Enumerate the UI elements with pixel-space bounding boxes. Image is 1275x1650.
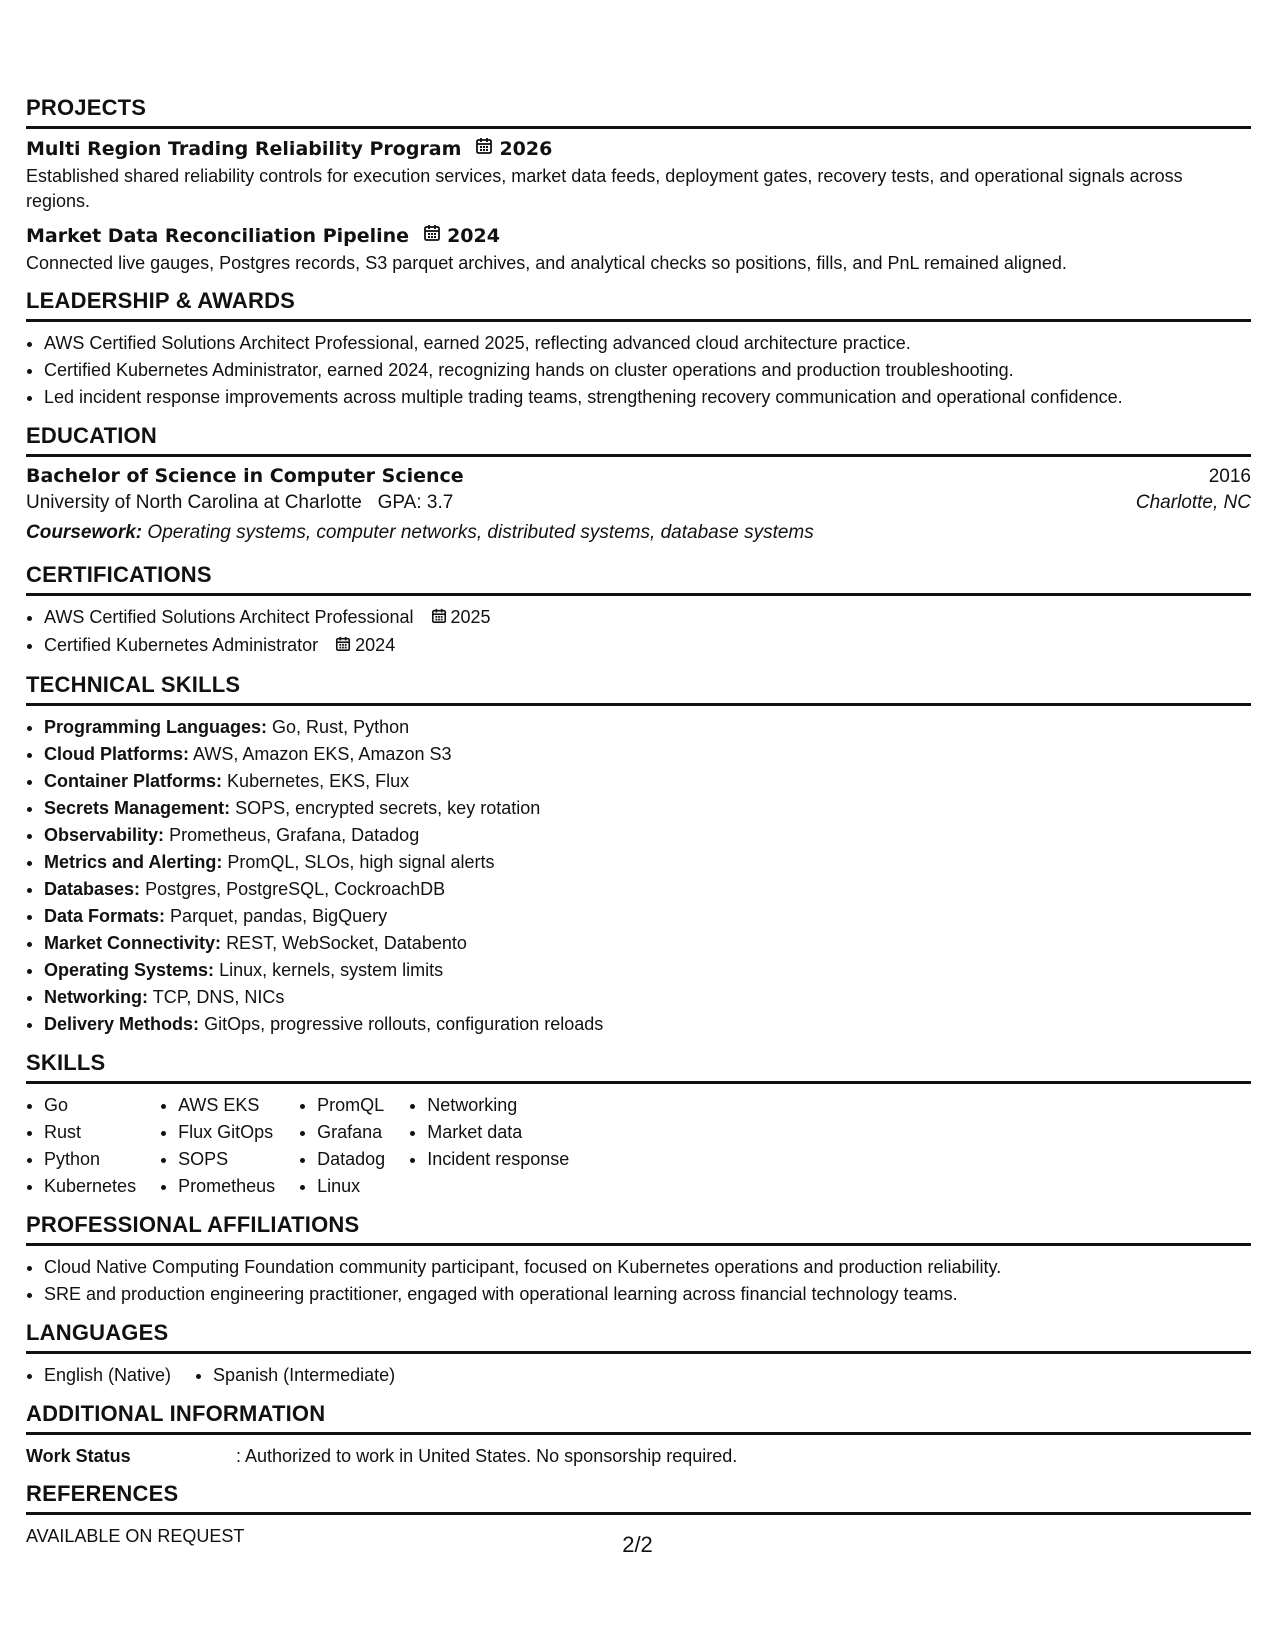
section-title-leadership: LEADERSHIP & AWARDS [26,288,1251,322]
project-entry-header [26,137,1251,160]
list-item [44,714,1251,741]
list-item: • English (Native) [44,1362,171,1389]
education-location: Charlotte, NC [1135,492,1251,513]
list-item: • AWS Certified Solutions Architect Professional, earned 2025, reflecting advanced cloud architecture practice. [44,330,1251,357]
list-item: • Go [44,1092,136,1119]
list-item: • Datadog [317,1146,385,1173]
skills-section [26,1050,1251,1200]
skill-values: PromQL, SLOs, high signal alerts [227,851,495,872]
skill-category: Programming Languages: [44,716,268,737]
skill-category: Container Platforms: [44,770,223,791]
education-degree: Bachelor of Science in Computer Science [26,465,464,487]
languages-list [26,1362,1251,1389]
certification-item [44,632,1251,660]
section-title-references: REFERENCES [26,1481,1251,1515]
skill-values: TCP, DNS, NICs [152,986,285,1007]
list-item: • Spanish (Intermediate) [213,1362,395,1389]
education-section [26,423,1251,548]
skill-category: Delivery Methods: [44,1013,200,1034]
leadership-list [26,330,1251,411]
skills-column [160,1092,275,1200]
list-item [44,741,1251,768]
technical-skills-section [26,672,1251,1038]
work-status-row [26,1443,1251,1469]
list-item: • Cloud Native Computing Foundation community participant, focused on Kubernetes operations and production reliability. [44,1254,1251,1281]
project-description: Connected live gauges, Postgres records, S3 parquet archives, and analytical checks so positions, fills, and PnL remained aligned. [26,253,1067,273]
skill-category: Metrics and Alerting: [44,851,223,872]
list-item [44,930,1251,957]
coursework-text: Operating systems, computer networks, distributed systems, database systems [147,522,814,543]
work-status-value: : Authorized to work in United States. No sponsorship required. [236,1445,738,1466]
languages-section [26,1320,1251,1389]
references-text: AVAILABLE ON REQUEST [26,1525,245,1546]
project-year: 2026 [499,137,553,160]
skill-category: Market Connectivity: [44,932,222,953]
project-entry-header [26,224,1251,247]
list-item: • Incident response [427,1146,569,1173]
affiliations-list [26,1254,1251,1308]
project-name: Market Data Reconciliation Pipeline [26,224,410,247]
list-item [44,1011,1251,1038]
technical-skills-list [26,714,1251,1038]
certifications-list [26,604,1251,660]
certification-year: 2025 [450,607,491,627]
skill-category: Cloud Platforms: [44,743,190,764]
skill-values: Prometheus, Grafana, Datadog [169,824,420,845]
skill-values: Parquet, pandas, BigQuery [170,905,388,926]
list-item: • SOPS [178,1146,275,1173]
skill-category: Operating Systems: [44,959,215,980]
certification-name: Certified Kubernetes Administrator [44,634,319,655]
list-item [44,822,1251,849]
list-item: • Networking [427,1092,569,1119]
list-item [44,984,1251,1011]
resume-content [26,95,1251,1561]
skill-category: Networking: [44,986,149,1007]
list-item: • Prometheus [178,1173,275,1200]
skill-values: Linux, kernels, system limits [219,959,444,980]
list-item: • AWS EKS [178,1092,275,1119]
calendar-icon [335,633,351,660]
skill-values: GitOps, progressive rollouts, configuration reloads [204,1013,604,1034]
calendar-icon [475,137,493,160]
project-description: Established shared reliability controls for execution services, market data feeds, deployment gates, recovery tests, and operational signals across regions. [26,166,1183,211]
additional-section [26,1401,1251,1469]
education-school-row [26,488,1251,518]
list-item: • Market data [427,1119,569,1146]
list-item [44,903,1251,930]
section-title-projects: PROJECTS [26,95,1251,129]
skill-category: Data Formats: [44,905,166,926]
leadership-section [26,288,1251,411]
skill-category: Observability: [44,824,165,845]
list-item [44,795,1251,822]
list-item: • Kubernetes [44,1173,136,1200]
page-number: 2/2 [622,1532,653,1557]
projects-section [26,95,1251,276]
skill-values: Postgres, PostgreSQL, CockroachDB [145,878,446,899]
skills-column [26,1092,136,1200]
certification-year: 2024 [355,634,396,655]
section-title-technical-skills: TECHNICAL SKILLS [26,672,1251,706]
section-title-certifications: CERTIFICATIONS [26,562,1251,596]
skill-values: Kubernetes, EKS, Flux [227,770,410,791]
calendar-icon [431,605,447,632]
certifications-section [26,562,1251,660]
section-title-affiliations: PROFESSIONAL AFFILIATIONS [26,1212,1251,1246]
skills-column [299,1092,385,1200]
list-item: • Flux GitOps [178,1119,275,1146]
list-item: • SRE and production engineering practitioner, engaged with operational learning across financial technology teams. [44,1281,1251,1308]
education-year: 2016 [1208,466,1251,487]
skill-values: SOPS, encrypted secrets, key rotation [235,797,541,818]
skill-category: Secrets Management: [44,797,231,818]
section-title-skills: SKILLS [26,1050,1251,1084]
skills-columns [26,1092,1251,1200]
list-item: • Led incident response improvements across multiple trading teams, strengthening recovery communication and operational confidence. [44,384,1251,411]
project-name: Multi Region Trading Reliability Program [26,137,462,160]
skill-category: Databases: [44,878,141,899]
certification-name: AWS Certified Solutions Architect Professional [44,607,414,627]
list-item: • Python [44,1146,136,1173]
language-item-wrap [195,1362,395,1389]
list-item [44,957,1251,984]
section-title-additional: ADDITIONAL INFORMATION [26,1401,1251,1435]
coursework-label: Coursework: [26,522,143,543]
education-coursework [26,518,1251,548]
list-item: • Certified Kubernetes Administrator, earned 2024, recognizing hands on cluster operations and production troubleshooting. [44,357,1251,384]
list-item: • Grafana [317,1119,385,1146]
section-title-education: EDUCATION [26,423,1251,457]
skill-values: AWS, Amazon EKS, Amazon S3 [193,743,452,764]
affiliations-section [26,1212,1251,1308]
list-item: • Rust [44,1119,136,1146]
skills-column [409,1092,569,1200]
language-item-wrap [26,1362,171,1389]
calendar-icon [423,224,441,247]
list-item: • PromQL [317,1092,385,1119]
skill-values: Go, Rust, Python [272,716,410,737]
education-degree-row [26,465,1251,488]
certification-item [44,604,1251,632]
education-school-gpa: University of North Carolina at Charlotte GPA: 3.7 [26,492,454,513]
list-item [44,849,1251,876]
project-year: 2024 [447,224,500,247]
list-item [44,876,1251,903]
skill-values: REST, WebSocket, Databento [226,932,467,953]
section-title-languages: LANGUAGES [26,1320,1251,1354]
list-item [44,768,1251,795]
work-status-label: Work Status [26,1445,131,1466]
list-item: • Linux [317,1173,385,1200]
